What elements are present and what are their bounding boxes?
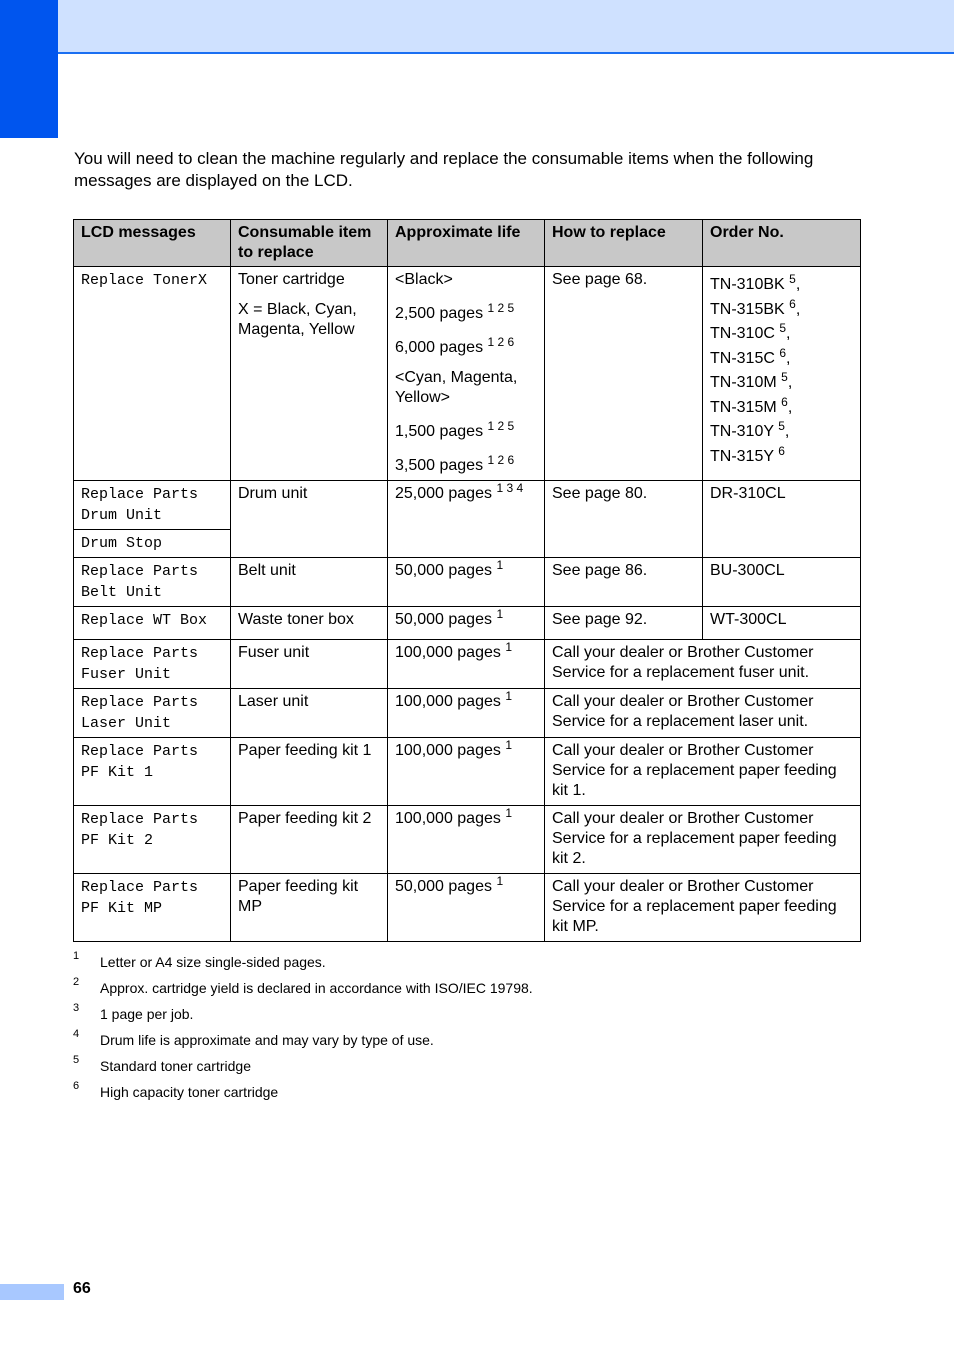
lcd-message: Replace WT Box <box>81 612 208 629</box>
order-number: TN-315BK <box>710 300 785 318</box>
lcd-message: Replace Parts Laser Unit <box>81 694 199 732</box>
footnote-text: High capacity toner cartridge <box>100 1084 279 1100</box>
item-cell: Paper feeding kit MP <box>231 874 388 942</box>
separator: , <box>786 349 791 367</box>
footnote <box>73 1002 853 1028</box>
footnote-ref: 6 <box>789 296 796 311</box>
how-cell: Call your dealer or Brother Customer Service for a replacement paper feeding kit 2. <box>545 806 861 874</box>
separator: , <box>795 276 801 293</box>
chapter-tab <box>0 0 58 138</box>
item-cell: Belt unit <box>231 558 388 607</box>
separator: , <box>784 423 790 440</box>
footnote-text: Standard toner cartridge <box>100 1058 251 1074</box>
item-cell <box>231 267 388 481</box>
consumables-table <box>73 219 861 942</box>
footnote <box>73 1054 853 1080</box>
item-cell: Fuser unit <box>231 640 388 689</box>
life-color-std <box>395 419 537 442</box>
lcd-cell <box>74 689 231 738</box>
footnote-number: 1 <box>73 950 80 962</box>
life-cell <box>388 607 545 640</box>
order-item <box>710 445 853 470</box>
how-cell: See page 80. <box>545 481 703 558</box>
item-cell: Paper feeding kit 1 <box>231 738 388 806</box>
table-row-pf-kit-1 <box>74 738 861 806</box>
life-cell <box>388 267 545 481</box>
life-cell <box>388 481 545 558</box>
footnote-ref: 5 <box>779 321 787 335</box>
table-row-waste-toner <box>74 607 861 640</box>
footnote-ref: 1 <box>505 806 513 820</box>
footnote-ref: 1 <box>496 607 504 621</box>
lcd-cell <box>74 806 231 874</box>
life-value: 3,500 pages <box>395 457 484 474</box>
table-header-row <box>74 220 861 267</box>
header-consumable-item: Consumable item to replace <box>231 220 388 267</box>
lcd-cell <box>74 267 231 481</box>
footnote-ref: 1 <box>496 874 504 888</box>
order-number: TN-310C <box>710 325 775 342</box>
footnote-ref: 6 <box>779 345 787 360</box>
life-value: 50,000 pages <box>395 611 492 628</box>
order-item <box>710 420 853 445</box>
lcd-message: Replace Parts PF Kit MP <box>81 879 199 917</box>
lcd-message: Replace Parts Belt Unit <box>81 563 199 601</box>
footnote-ref: 1 <box>505 689 513 703</box>
life-black-label: <Black> <box>395 271 453 288</box>
header-approximate-life: Approximate life <box>388 220 545 267</box>
life-value: 50,000 pages <box>395 878 492 895</box>
life-value: 1,500 pages <box>395 423 484 440</box>
footer-band <box>0 1284 64 1300</box>
item-cell: Drum unit <box>231 481 388 558</box>
how-cell: See page 68. <box>545 267 703 481</box>
lcd-message: Replace Parts Drum Unit <box>81 486 199 524</box>
table-row-laser <box>74 689 861 738</box>
footnote-ref: 6 <box>781 394 788 409</box>
table-row-belt <box>74 558 861 607</box>
footnote-number: 2 <box>73 976 80 988</box>
footnote-ref: 1 <box>505 738 513 752</box>
lcd-message: Replace Parts PF Kit 2 <box>81 811 199 849</box>
life-value: 6,000 pages <box>395 339 484 356</box>
life-value: 25,000 pages <box>395 485 492 502</box>
header-lcd-messages: LCD messages <box>74 220 231 267</box>
life-black-high <box>395 335 537 358</box>
footnote-number: 6 <box>73 1080 80 1092</box>
item-cell: Paper feeding kit 2 <box>231 806 388 874</box>
lcd-message: Replace Parts PF Kit 1 <box>81 743 199 781</box>
footnote-ref: 1 2 6 <box>487 335 515 349</box>
how-cell: Call your dealer or Brother Customer Service for a replacement fuser unit. <box>545 640 861 689</box>
footnote <box>73 976 853 1002</box>
order-cell <box>703 267 861 481</box>
separator: , <box>787 374 793 391</box>
life-cell <box>388 806 545 874</box>
footnote-ref: 1 2 6 <box>487 453 515 467</box>
header-order-no: Order No. <box>703 220 861 267</box>
order-cell: BU-300CL <box>703 558 861 607</box>
lcd-cell <box>74 558 231 607</box>
order-item <box>710 347 853 372</box>
footnote <box>73 1080 853 1106</box>
order-number: TN-310Y <box>710 423 774 440</box>
footnote-text: 1 page per job. <box>100 1006 194 1022</box>
life-color-label: <Cyan, Magenta, Yellow> <box>395 369 518 406</box>
separator: , <box>786 325 791 342</box>
footnote-ref: 1 <box>505 640 513 654</box>
lcd-message: Replace TonerX <box>81 272 208 289</box>
lcd-cell <box>74 874 231 942</box>
order-number: TN-310M <box>710 374 777 391</box>
order-number: TN-315C <box>710 349 775 367</box>
life-value: 50,000 pages <box>395 562 492 579</box>
life-cell <box>388 640 545 689</box>
header-band <box>0 0 954 54</box>
table-row-pf-kit-mp <box>74 874 861 942</box>
life-value: 2,500 pages <box>395 305 484 322</box>
footnote-ref: 5 <box>781 370 788 384</box>
footnote <box>73 1028 853 1054</box>
page-number: 66 <box>73 1280 91 1297</box>
footnote-ref: 1 2 5 <box>487 301 515 315</box>
order-number: TN-315M <box>710 398 777 416</box>
order-number: TN-310BK <box>710 276 785 293</box>
order-cell: DR-310CL <box>703 481 861 558</box>
footnote-number: 3 <box>73 1002 80 1014</box>
footnote-number: 4 <box>73 1028 80 1040</box>
table-row-drum <box>74 481 861 530</box>
table-row-fuser <box>74 640 861 689</box>
footnote-number: 5 <box>73 1054 80 1066</box>
life-value: 100,000 pages <box>395 742 501 759</box>
how-cell: Call your dealer or Brother Customer Service for a replacement paper feeding kit 1. <box>545 738 861 806</box>
footnote-text: Approx. cartridge yield is declared in accordance with ISO/IEC 19798. <box>100 980 533 996</box>
footnote-ref: 1 3 4 <box>496 481 524 495</box>
lcd-message: Replace Parts Fuser Unit <box>81 645 199 683</box>
order-item <box>710 273 853 298</box>
life-value: 100,000 pages <box>395 810 501 827</box>
lcd-cell <box>74 640 231 689</box>
header-how-to-replace: How to replace <box>545 220 703 267</box>
life-cell <box>388 558 545 607</box>
item-cell: Laser unit <box>231 689 388 738</box>
life-cell <box>388 738 545 806</box>
footnote-ref: 1 <box>496 558 504 572</box>
order-number: TN-315Y <box>710 447 774 465</box>
footnote-ref: 6 <box>778 443 785 458</box>
footnote-text: Drum life is approximate and may vary by type of use. <box>100 1032 434 1048</box>
table-row-pf-kit-2 <box>74 806 861 874</box>
item-cell: Waste toner box <box>231 607 388 640</box>
life-black-std <box>395 301 537 324</box>
lcd-cell <box>74 530 231 558</box>
intro-paragraph: You will need to clean the machine regularly and replace the consumable items when the following messages are displayed on the LCD. <box>74 149 814 190</box>
life-value: 100,000 pages <box>395 693 501 710</box>
life-cell <box>388 874 545 942</box>
how-cell: See page 86. <box>545 558 703 607</box>
order-cell: WT-300CL <box>703 607 861 640</box>
table-row-toner <box>74 267 861 481</box>
footnote-ref: 5 <box>789 272 796 286</box>
lcd-cell <box>74 607 231 640</box>
footnote <box>73 950 853 976</box>
order-item <box>710 298 853 323</box>
how-cell: Call your dealer or Brother Customer Service for a replacement laser unit. <box>545 689 861 738</box>
lcd-cell <box>74 738 231 806</box>
life-cell <box>388 689 545 738</box>
item-note: X = Black, Cyan, Magenta, Yellow <box>238 301 357 338</box>
separator: , <box>795 300 801 318</box>
order-item <box>710 396 853 421</box>
footnotes <box>73 950 853 1106</box>
order-item <box>710 322 853 347</box>
life-value: 100,000 pages <box>395 644 501 661</box>
footnote-ref: 5 <box>778 419 785 433</box>
separator: , <box>787 398 793 416</box>
item-name: Toner cartridge <box>238 271 345 288</box>
footnote-text: Letter or A4 size single-sided pages. <box>100 954 326 970</box>
life-color-high <box>395 453 537 476</box>
how-cell: See page 92. <box>545 607 703 640</box>
lcd-message: Drum Stop <box>81 535 163 552</box>
footnote-ref: 1 2 5 <box>487 419 515 433</box>
lcd-cell <box>74 481 231 530</box>
order-item <box>710 371 853 396</box>
how-cell: Call your dealer or Brother Customer Service for a replacement paper feeding kit MP. <box>545 874 861 942</box>
